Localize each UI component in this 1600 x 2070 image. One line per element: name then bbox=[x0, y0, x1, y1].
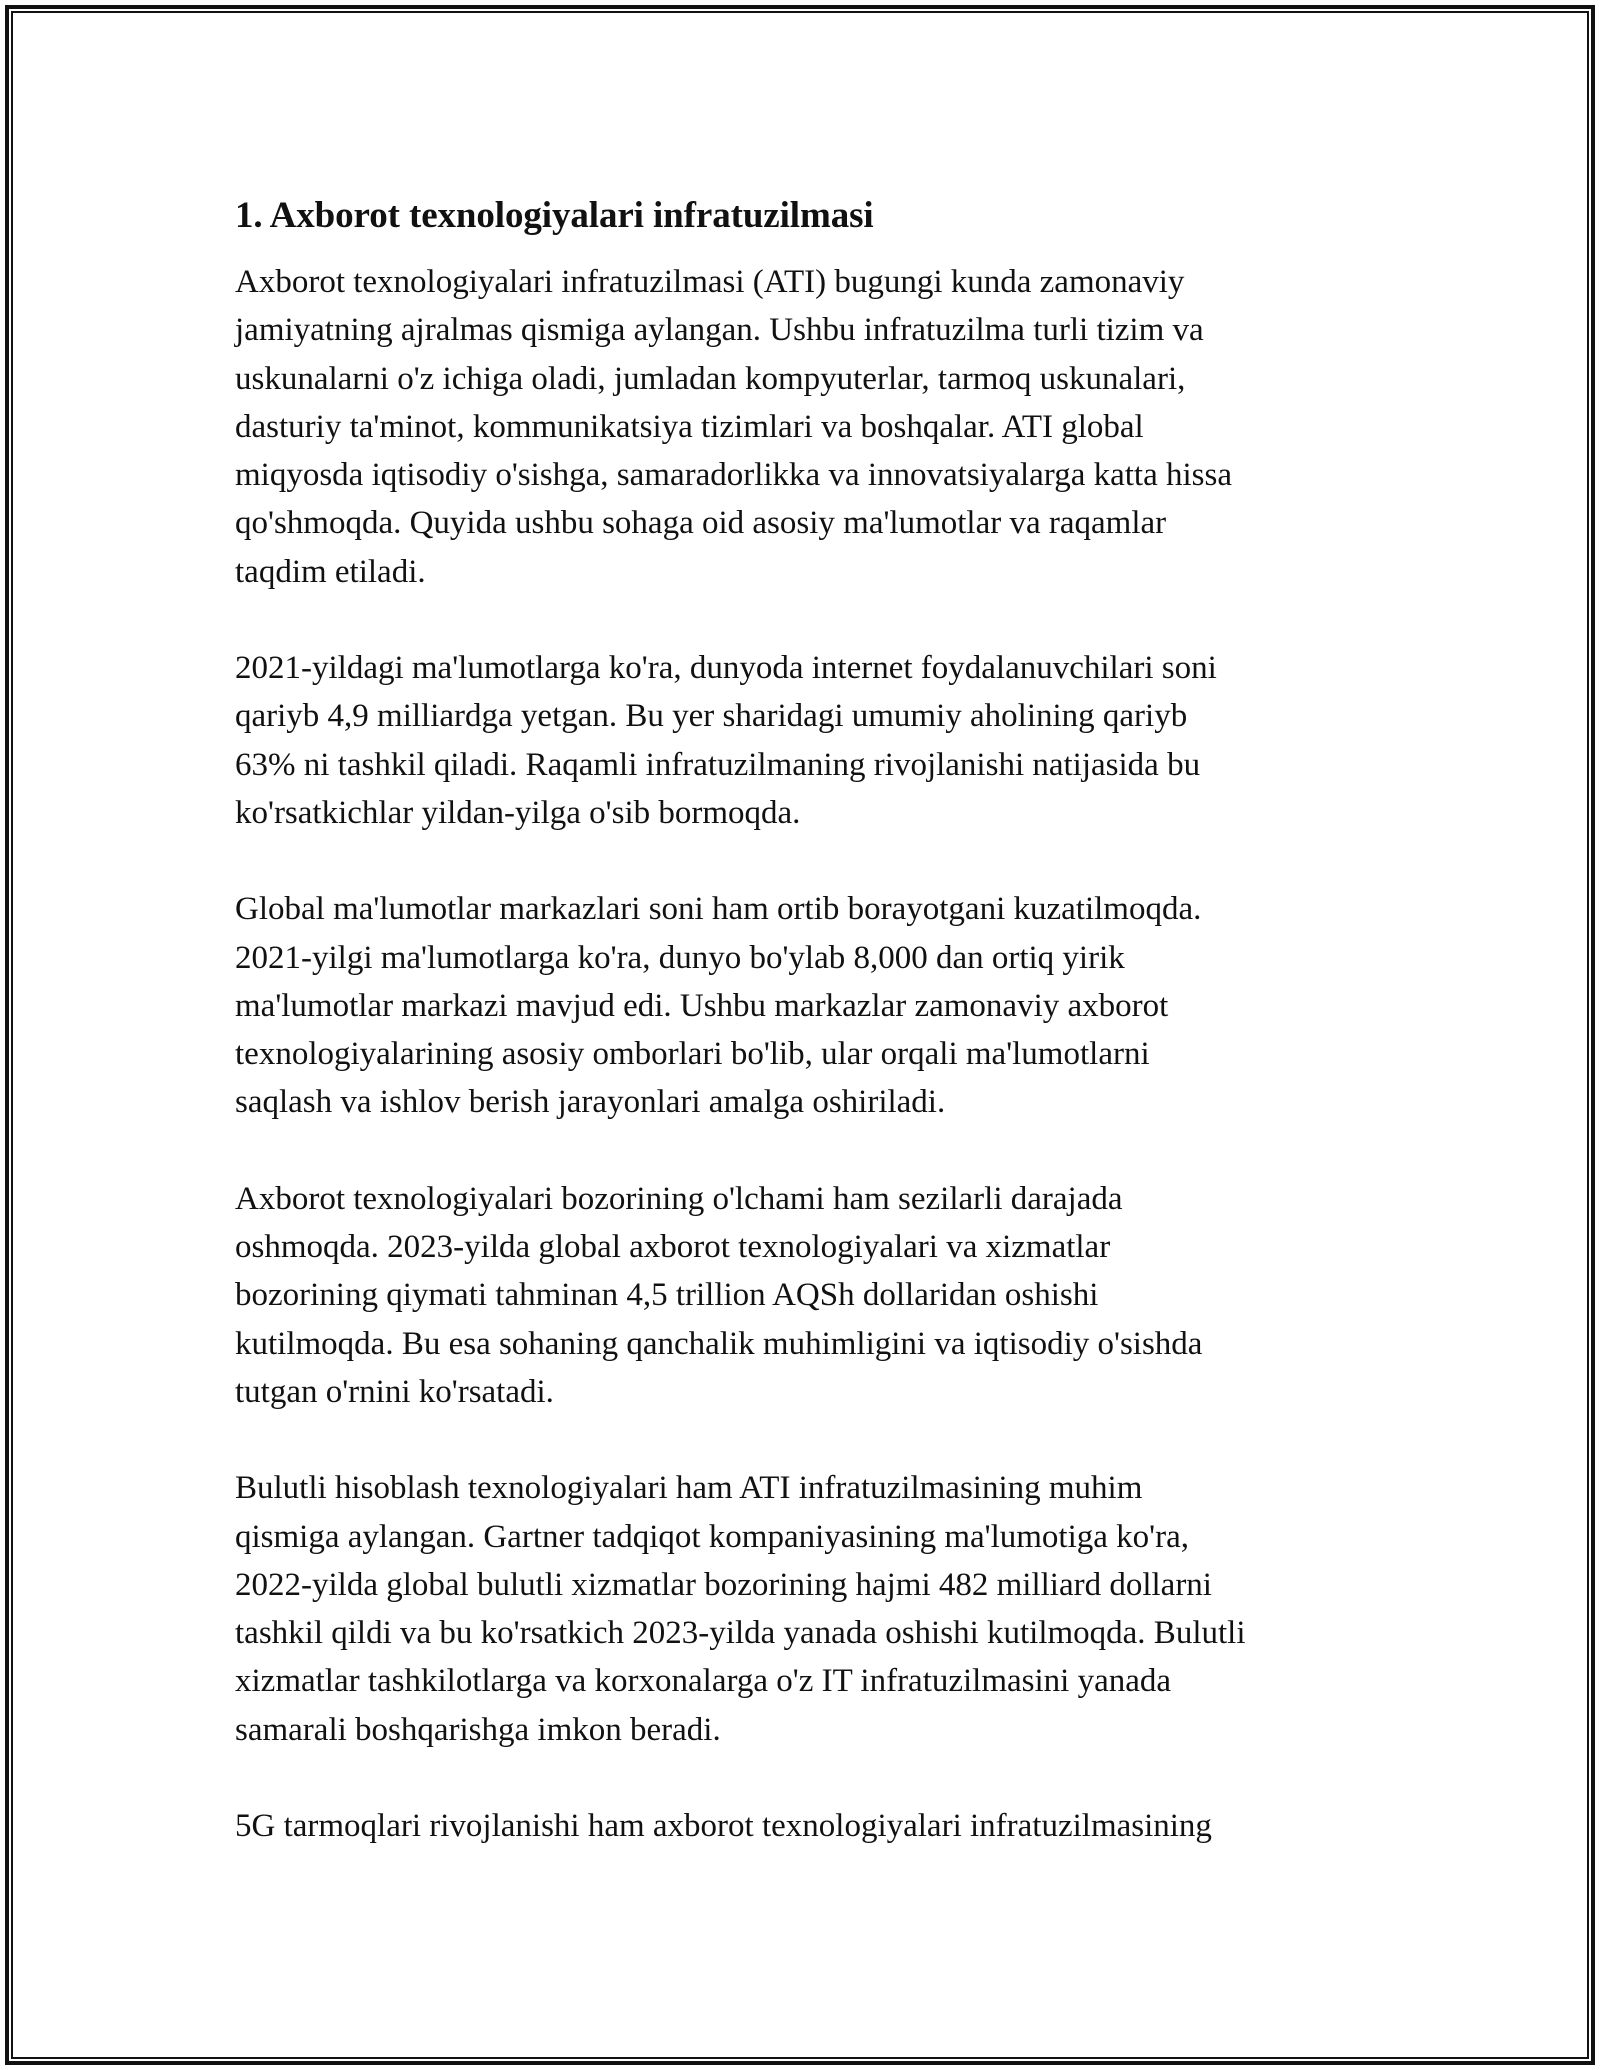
paragraph-data-centers: Global ma'lumotlar markazlari soni ham ortib borayotgani kuzatilmoqda. 2021-yilgi ma'lumotlarga ko'ra, dunyo bo'ylab 8,000 dan ortiq yirik ma'lumotlar markazi mavjud edi. Ushbu markazlar zamonaviy axborot texnologiyalarining asosiy omborlari bo'lib, ular orqali ma'lumotlarni saqlash va ishlov berish jarayonlari amalga oshiriladi. bbox=[235, 891, 1202, 1121]
paragraph-cloud-computing: Bulutli hisoblash texnologiyalari ham ATI infratuzilmasining muhim qismiga aylangan. Gartner tadqiqot kompaniyasining ma'lumotiga ko'ra, 2022-yilda global bulutli xizmatlar bozorining hajmi 482 milliard dollarni tashkil qildi va bu ko'rsatkich 2023-yilda yanada oshishi kutilmoqda. Bulutli xizmatlar tashkilotlarga va korxonalarga o'z IT infratuzilmasini yanada samarali boshqarishga imkon beradi. bbox=[235, 1470, 1246, 1748]
paragraph-5g-networks: 5G tarmoqlari rivojlanishi ham axborot texnologiyalari infratuzilmasining bbox=[235, 1808, 1212, 1845]
paragraph-it-market: Axborot texnologiyalari bozorining o'lchami ham sezilarli darajada oshmoqda. 2023-yilda global axborot texnologiyalari va xizmatlar bozorining qiymati tahminan 4,5 trillion AQSh dollaridan oshishi kutilmoqda. Bu esa sohaning qanchalik muhimligini va iqtisodiy o'sishda tutgan o'rnini ko'rsatadi. bbox=[235, 1180, 1203, 1410]
document-body bbox=[235, 186, 1370, 1850]
paragraph-internet-users: 2021-yildagi ma'lumotlarga ko'ra, dunyoda internet foydalanuvchilari soni qariyb 4,9 milliardga yetgan. Bu yer sharidagi umumiy aholining qariyb 63% ni tashkil qiladi. Raqamli infratuzilmaning rivojlanishi natijasida bu ko'rsatkichlar yildan-yilga o'sib bormoqda. bbox=[235, 650, 1217, 831]
paragraph-intro: Axborot texnologiyalari infratuzilmasi (ATI) bugungi kunda zamonaviy jamiyatning ajralmas qismiga aylangan. Ushbu infratuzilma turli tizim va uskunalarni o'z ichiga oladi, jumladan kompyuterlar, tarmoq uskunalari, dasturiy ta'minot, kommunikatsiya tizimlari va boshqalar. ATI global miqyosda iqtisodiy o'sishga, samaradorlikka va innovatsiyalarga katta hissa qo'shmoqda. Quyida ushbu sohaga oid asosiy ma'lumotlar va raqamlar taqdim etiladi. bbox=[235, 264, 1232, 590]
section-heading: 1. Axborot texnologiyalari infratuzilmasi bbox=[235, 195, 874, 236]
